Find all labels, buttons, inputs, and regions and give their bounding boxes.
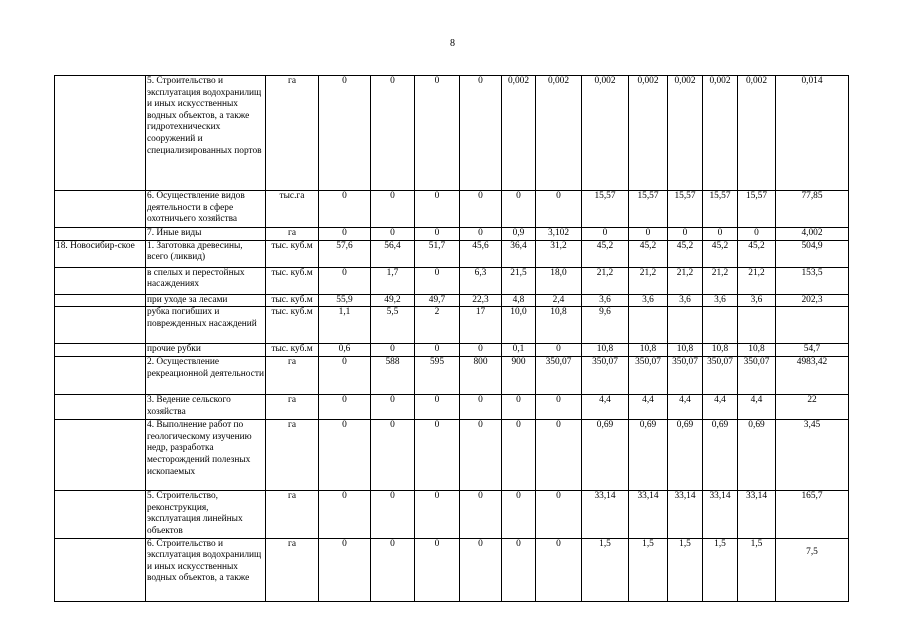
value-cell: 1,5	[582, 538, 629, 601]
value-cell: 0	[582, 228, 629, 241]
value-cell: 33,14	[668, 491, 703, 538]
value-cell: 9,6	[582, 307, 629, 344]
value-cell: 0,002	[738, 76, 776, 191]
activity-cell: 1. Заготовка древесины, всего (ликвид)	[146, 240, 266, 267]
value-cell: 0,002	[668, 76, 703, 191]
total-cell: 153,5	[776, 267, 849, 294]
activity-cell: 4. Выполнение работ по геологическому изучению недр, разработка месторождений полезных ископаемых	[146, 420, 266, 491]
value-cell: 3,6	[668, 294, 703, 307]
value-cell: 15,57	[629, 191, 668, 228]
value-cell: 0,69	[703, 420, 738, 491]
value-cell: 0	[415, 538, 460, 601]
activity-cell: 6. Строительство и эксплуатация водохранилищ и иных искусственных водных объектов, а также	[146, 538, 266, 601]
table-row	[55, 240, 849, 267]
activity-cell: 5. Строительство, реконструкция, эксплуатация линейных объектов	[146, 491, 266, 538]
table-row	[55, 420, 849, 491]
activity-cell: 5. Строительство и эксплуатация водохранилищ и иных искусственных водных объектов, а также гидротехнических сооружений и специализированных портов	[146, 76, 266, 191]
value-cell: 36,4	[502, 240, 536, 267]
value-cell: 0	[371, 344, 415, 357]
value-cell: 0	[319, 267, 371, 294]
region-cell	[55, 191, 146, 228]
value-cell: 350,07	[703, 357, 738, 395]
unit-cell: га	[266, 538, 319, 601]
value-cell: 800	[460, 357, 502, 395]
unit-cell: га	[266, 491, 319, 538]
total-cell	[776, 307, 849, 344]
unit-cell: га	[266, 228, 319, 241]
value-cell: 0	[319, 395, 371, 420]
value-cell: 4,4	[629, 395, 668, 420]
value-cell: 15,57	[703, 191, 738, 228]
value-cell: 45,2	[582, 240, 629, 267]
value-cell: 33,14	[629, 491, 668, 538]
value-cell: 49,7	[415, 294, 460, 307]
unit-cell: га	[266, 420, 319, 491]
unit-cell: тыс.га	[266, 191, 319, 228]
value-cell: 10,8	[703, 344, 738, 357]
value-cell: 0	[319, 76, 371, 191]
region-cell	[55, 538, 146, 601]
value-cell: 0	[371, 420, 415, 491]
value-cell: 0	[629, 228, 668, 241]
value-cell: 0,6	[319, 344, 371, 357]
value-cell: 0	[502, 395, 536, 420]
value-cell: 45,6	[460, 240, 502, 267]
total-cell: 77,85	[776, 191, 849, 228]
value-cell: 0	[415, 420, 460, 491]
value-cell: 0	[668, 228, 703, 241]
value-cell	[668, 307, 703, 344]
value-cell: 6,3	[460, 267, 502, 294]
value-cell: 0	[703, 228, 738, 241]
unit-cell: тыс. куб.м	[266, 307, 319, 344]
activity-cell: при уходе за лесами	[146, 294, 266, 307]
value-cell: 0	[371, 491, 415, 538]
value-cell: 350,07	[582, 357, 629, 395]
value-cell: 10,8	[582, 344, 629, 357]
value-cell: 0	[460, 228, 502, 241]
value-cell: 1,5	[629, 538, 668, 601]
region-cell	[55, 357, 146, 395]
page-number: 8	[450, 38, 455, 49]
region-cell	[55, 294, 146, 307]
unit-cell: тыс. куб.м	[266, 267, 319, 294]
value-cell: 0	[319, 491, 371, 538]
activity-cell: 7. Иные виды	[146, 228, 266, 241]
region-cell	[55, 267, 146, 294]
value-cell: 0	[415, 491, 460, 538]
unit-cell: тыс. куб.м	[266, 240, 319, 267]
value-cell: 1,5	[703, 538, 738, 601]
value-cell: 0	[371, 228, 415, 241]
value-cell: 350,07	[738, 357, 776, 395]
value-cell: 3,6	[582, 294, 629, 307]
value-cell: 21,2	[668, 267, 703, 294]
value-cell: 0,69	[582, 420, 629, 491]
value-cell: 33,14	[582, 491, 629, 538]
value-cell: 0	[536, 344, 582, 357]
table-row	[55, 294, 849, 307]
region-cell	[55, 344, 146, 357]
value-cell: 0	[415, 228, 460, 241]
value-cell: 0	[415, 76, 460, 191]
value-cell	[738, 307, 776, 344]
value-cell: 0,69	[668, 420, 703, 491]
value-cell: 49,2	[371, 294, 415, 307]
region-cell	[55, 491, 146, 538]
value-cell: 0	[536, 395, 582, 420]
value-cell: 0	[536, 420, 582, 491]
activity-cell: 6. Осуществление видов деятельности в сфере охотничьего хозяйства	[146, 191, 266, 228]
value-cell: 0,69	[629, 420, 668, 491]
total-cell: 504,9	[776, 240, 849, 267]
value-cell: 0	[371, 191, 415, 228]
value-cell	[703, 307, 738, 344]
total-cell: 4983,42	[776, 357, 849, 395]
value-cell: 588	[371, 357, 415, 395]
total-cell: 165,7	[776, 491, 849, 538]
value-cell: 0	[502, 191, 536, 228]
value-cell: 1,7	[371, 267, 415, 294]
value-cell: 0,002	[629, 76, 668, 191]
value-cell: 55,9	[319, 294, 371, 307]
table-row	[55, 191, 849, 228]
value-cell: 10,8	[629, 344, 668, 357]
value-cell: 15,57	[668, 191, 703, 228]
value-cell	[629, 307, 668, 344]
value-cell: 17	[460, 307, 502, 344]
total-cell: 54,7	[776, 344, 849, 357]
table-row	[55, 538, 849, 601]
value-cell: 45,2	[703, 240, 738, 267]
value-cell: 0	[460, 538, 502, 601]
value-cell: 0,69	[738, 420, 776, 491]
value-cell: 0	[319, 357, 371, 395]
total-cell: 4,002	[776, 228, 849, 241]
value-cell: 0	[415, 267, 460, 294]
value-cell: 1,1	[319, 307, 371, 344]
value-cell: 15,57	[582, 191, 629, 228]
value-cell: 56,4	[371, 240, 415, 267]
value-cell: 0	[415, 191, 460, 228]
table-row	[55, 395, 849, 420]
table-row	[55, 344, 849, 357]
value-cell: 3,102	[536, 228, 582, 241]
value-cell: 0,002	[536, 76, 582, 191]
value-cell: 1,5	[668, 538, 703, 601]
data-table	[54, 75, 849, 602]
value-cell: 1,5	[738, 538, 776, 601]
value-cell: 21,2	[703, 267, 738, 294]
value-cell: 0	[460, 344, 502, 357]
value-cell: 33,14	[703, 491, 738, 538]
value-cell: 0	[415, 344, 460, 357]
value-cell: 0	[371, 395, 415, 420]
activity-cell: прочие рубки	[146, 344, 266, 357]
unit-cell: га	[266, 76, 319, 191]
value-cell: 595	[415, 357, 460, 395]
value-cell: 3,6	[629, 294, 668, 307]
value-cell: 0	[319, 191, 371, 228]
value-cell: 350,07	[629, 357, 668, 395]
table-row	[55, 357, 849, 395]
value-cell: 0	[502, 420, 536, 491]
unit-cell: тыс. куб.м	[266, 294, 319, 307]
value-cell: 3,6	[703, 294, 738, 307]
table-row	[55, 76, 849, 191]
value-cell: 0	[460, 395, 502, 420]
activity-cell: рубка погибших и поврежденных насаждений	[146, 307, 266, 344]
value-cell: 4,4	[703, 395, 738, 420]
value-cell: 4,4	[582, 395, 629, 420]
value-cell: 10,0	[502, 307, 536, 344]
value-cell: 0,002	[582, 76, 629, 191]
value-cell: 0,002	[502, 76, 536, 191]
value-cell: 21,2	[629, 267, 668, 294]
value-cell: 21,2	[582, 267, 629, 294]
unit-cell: тыс. куб.м	[266, 344, 319, 357]
value-cell: 18,0	[536, 267, 582, 294]
value-cell: 5,5	[371, 307, 415, 344]
value-cell: 0	[502, 491, 536, 538]
region-cell	[55, 76, 146, 191]
total-cell: 0,014	[776, 76, 849, 191]
table-row	[55, 228, 849, 241]
value-cell: 22,3	[460, 294, 502, 307]
region-cell	[55, 395, 146, 420]
activity-cell: 3. Ведение сельского хозяйства	[146, 395, 266, 420]
total-cell: 3,45	[776, 420, 849, 491]
value-cell: 15,57	[738, 191, 776, 228]
table-row	[55, 491, 849, 538]
activity-cell: 2. Осуществление рекреационной деятельности	[146, 357, 266, 395]
value-cell: 10,8	[668, 344, 703, 357]
value-cell: 21,5	[502, 267, 536, 294]
total-cell: 22	[776, 395, 849, 420]
value-cell: 4,4	[668, 395, 703, 420]
value-cell: 0,1	[502, 344, 536, 357]
total-cell: 202,3	[776, 294, 849, 307]
value-cell: 45,2	[668, 240, 703, 267]
value-cell: 31,2	[536, 240, 582, 267]
value-cell: 0	[319, 538, 371, 601]
value-cell: 10,8	[536, 307, 582, 344]
value-cell: 350,07	[668, 357, 703, 395]
value-cell: 0,002	[703, 76, 738, 191]
value-cell: 4,8	[502, 294, 536, 307]
value-cell: 4,4	[738, 395, 776, 420]
value-cell: 0	[319, 228, 371, 241]
unit-cell: га	[266, 357, 319, 395]
value-cell: 45,2	[629, 240, 668, 267]
value-cell: 0	[460, 420, 502, 491]
total-cell: 7,5	[776, 538, 849, 601]
value-cell: 0	[460, 191, 502, 228]
region-cell	[55, 228, 146, 241]
value-cell: 2,4	[536, 294, 582, 307]
value-cell: 0	[371, 76, 415, 191]
value-cell: 0	[502, 538, 536, 601]
value-cell: 0	[536, 538, 582, 601]
value-cell: 0	[536, 191, 582, 228]
region-cell	[55, 307, 146, 344]
value-cell: 0	[460, 76, 502, 191]
value-cell: 33,14	[738, 491, 776, 538]
value-cell: 10,8	[738, 344, 776, 357]
value-cell: 0	[415, 395, 460, 420]
value-cell: 2	[415, 307, 460, 344]
value-cell: 45,2	[738, 240, 776, 267]
table-row	[55, 307, 849, 344]
value-cell: 21,2	[738, 267, 776, 294]
value-cell: 0	[319, 420, 371, 491]
value-cell: 3,6	[738, 294, 776, 307]
unit-cell: га	[266, 395, 319, 420]
activity-cell: в спелых и перестойных насаждениях	[146, 267, 266, 294]
value-cell: 0,9	[502, 228, 536, 241]
value-cell: 51,7	[415, 240, 460, 267]
value-cell: 57,6	[319, 240, 371, 267]
value-cell: 900	[502, 357, 536, 395]
table-row	[55, 267, 849, 294]
region-cell: 18. Новосибир-ское	[55, 240, 146, 267]
value-cell: 0	[536, 491, 582, 538]
value-cell: 0	[738, 228, 776, 241]
value-cell: 0	[460, 491, 502, 538]
region-cell	[55, 420, 146, 491]
value-cell: 0	[371, 538, 415, 601]
value-cell: 350,07	[536, 357, 582, 395]
